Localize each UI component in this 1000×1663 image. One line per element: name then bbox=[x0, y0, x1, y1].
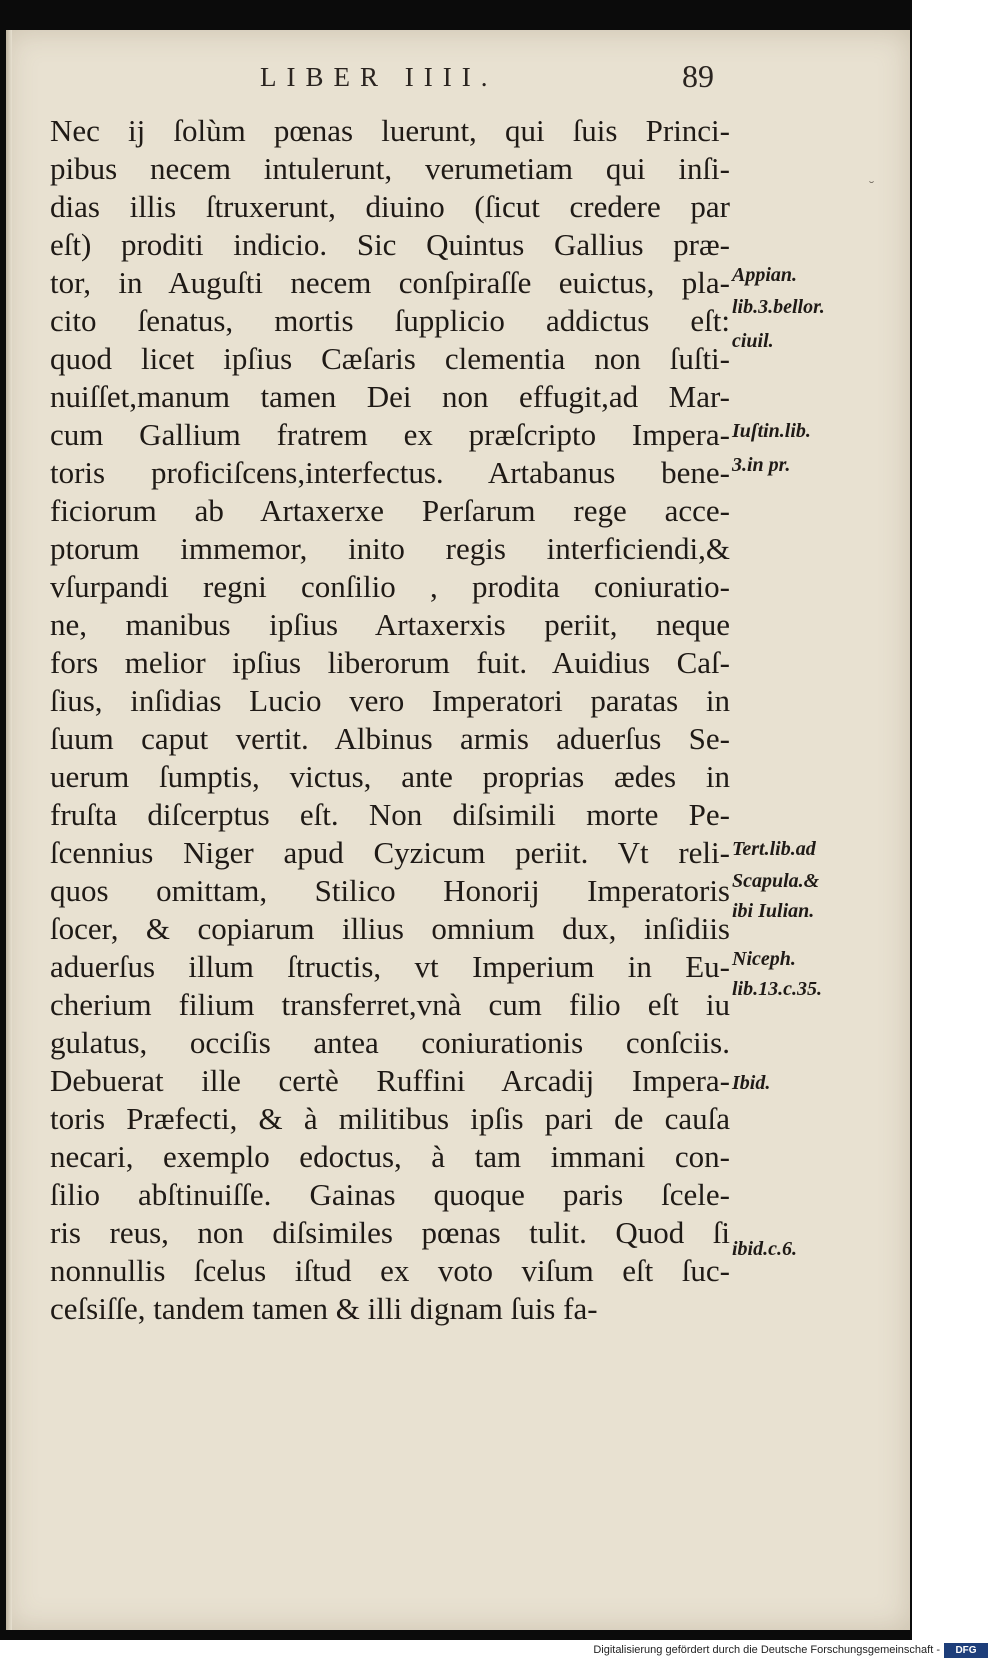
text-line: eſt) proditi indicio. Sic Quintus Gallius præ- bbox=[50, 227, 730, 262]
margin-note-niceph: Niceph. bbox=[732, 948, 796, 970]
margin-note-niceph-2: lib.13.c.35. bbox=[732, 978, 822, 1000]
margin-note-ibid-c6: ibid.c.6. bbox=[732, 1238, 797, 1260]
text-line: fruſta diſcerptus eſt. Non diſsimili morte Pe- bbox=[50, 797, 730, 832]
text-line: tor, in Auguſti necem conſpiraſſe euictus, pla- bbox=[50, 265, 730, 300]
dfg-logo: DFG bbox=[944, 1643, 988, 1658]
margin-note-iustin: Iuſtin.lib. bbox=[732, 420, 811, 442]
text-line: ſcennius Niger apud Cyzicum periit. Vt reli- bbox=[50, 835, 730, 870]
text-line: cum Gallium fratrem ex præſcripto Impera- bbox=[50, 417, 730, 452]
margin-note-ibid: Ibid. bbox=[732, 1072, 771, 1094]
text-line: dias illis ſtruxerunt, diuino (ſicut credere par bbox=[50, 189, 730, 224]
margin-note-tert-2: Scapula.& bbox=[732, 870, 820, 892]
text-line: necari, exemplo edoctus, à tam immani con- bbox=[50, 1139, 730, 1174]
text-line: quod licet ipſius Cæſaris clementia non ſuſti- bbox=[50, 341, 730, 376]
text-line: nonnullis ſcelus iſtud ex voto viſum eſt ſuc- bbox=[50, 1253, 730, 1288]
page-edge-shadow bbox=[6, 30, 12, 1630]
margin-note-appian-3: ciuil. bbox=[732, 330, 774, 352]
body-text bbox=[50, 112, 730, 1328]
text-line: ſius, inſidias Lucio vero Imperatori paratas in bbox=[50, 683, 730, 718]
text-line: ſocer, & copiarum illius omnium dux, inſidiis bbox=[50, 911, 730, 946]
text-line: ptorum immemor, inito regis interficiendi,& bbox=[50, 531, 730, 566]
page-number: 89 bbox=[682, 58, 714, 94]
text-line: nuiſſet,manum tamen Dei non effugit,ad Mar- bbox=[50, 379, 730, 414]
text-line: cito ſenatus, mortis ſupplicio addictus eſt: bbox=[50, 303, 730, 338]
text-line: aduerſus illum ſtructis, vt Imperium in Eu- bbox=[50, 949, 730, 984]
margin-note-appian: Appian. bbox=[732, 264, 798, 286]
text-line: ſilio abſtinuiſſe. Gainas quoque paris ſcele- bbox=[50, 1177, 730, 1212]
margin-note-appian-2: lib.3.bellor. bbox=[732, 296, 825, 318]
text-line: ficiorum ab Artaxerxe Perſarum rege acce- bbox=[50, 493, 730, 528]
stray-ink-mark: ˘ bbox=[868, 180, 875, 196]
running-head: LIBER IIII. bbox=[260, 62, 498, 92]
margin-note-tert: Tert.lib.ad bbox=[732, 838, 816, 860]
text-line: quos omittam, Stilico Honorij Imperatoris bbox=[50, 873, 730, 908]
text-line: ne, manibus ipſius Artaxerxis periit, neque bbox=[50, 607, 730, 642]
text-line: Nec ij ſolùm pœnas luerunt, qui ſuis Princi- bbox=[50, 113, 730, 148]
text-line: uerum ſumptis, victus, ante proprias ædes in bbox=[50, 759, 730, 794]
text-line: fors melior ipſius liberorum fuit. Auidius Caſ- bbox=[50, 645, 730, 680]
text-line: ſuum caput vertit. Albinus armis aduerſus Se- bbox=[50, 721, 730, 756]
text-line: toris Præfecti, & à militibus ipſis pari de cauſa bbox=[50, 1101, 730, 1136]
text-line: cherium filium transferret,vnà cum filio eſt iu bbox=[50, 987, 730, 1022]
text-line: Debuerat ille certè Ruffini Arcadij Impera- bbox=[50, 1063, 730, 1098]
text-line: gulatus, occiſis antea coniurationis conſciis. bbox=[50, 1025, 730, 1060]
digitization-credit: Digitalisierung gefördert durch die Deutsche Forschungsgemeinschaft - bbox=[593, 1644, 940, 1656]
text-line: ceſsiſſe, tandem tamen & illi dignam ſuis fa- bbox=[50, 1291, 598, 1326]
text-line: vſurpandi regni conſilio , prodita coniuratio- bbox=[50, 569, 730, 604]
text-line: toris proficiſcens,interfectus. Artabanus bene- bbox=[50, 455, 730, 490]
text-line: ris reus, non diſsimiles pœnas tulit. Quod ſi bbox=[50, 1215, 730, 1250]
margin-note-iustin-2: 3.in pr. bbox=[732, 454, 791, 476]
text-line: pibus necem intulerunt, verumetiam qui inſi- bbox=[50, 151, 730, 186]
margin-note-tert-3: ibi Iulian. bbox=[732, 900, 815, 922]
